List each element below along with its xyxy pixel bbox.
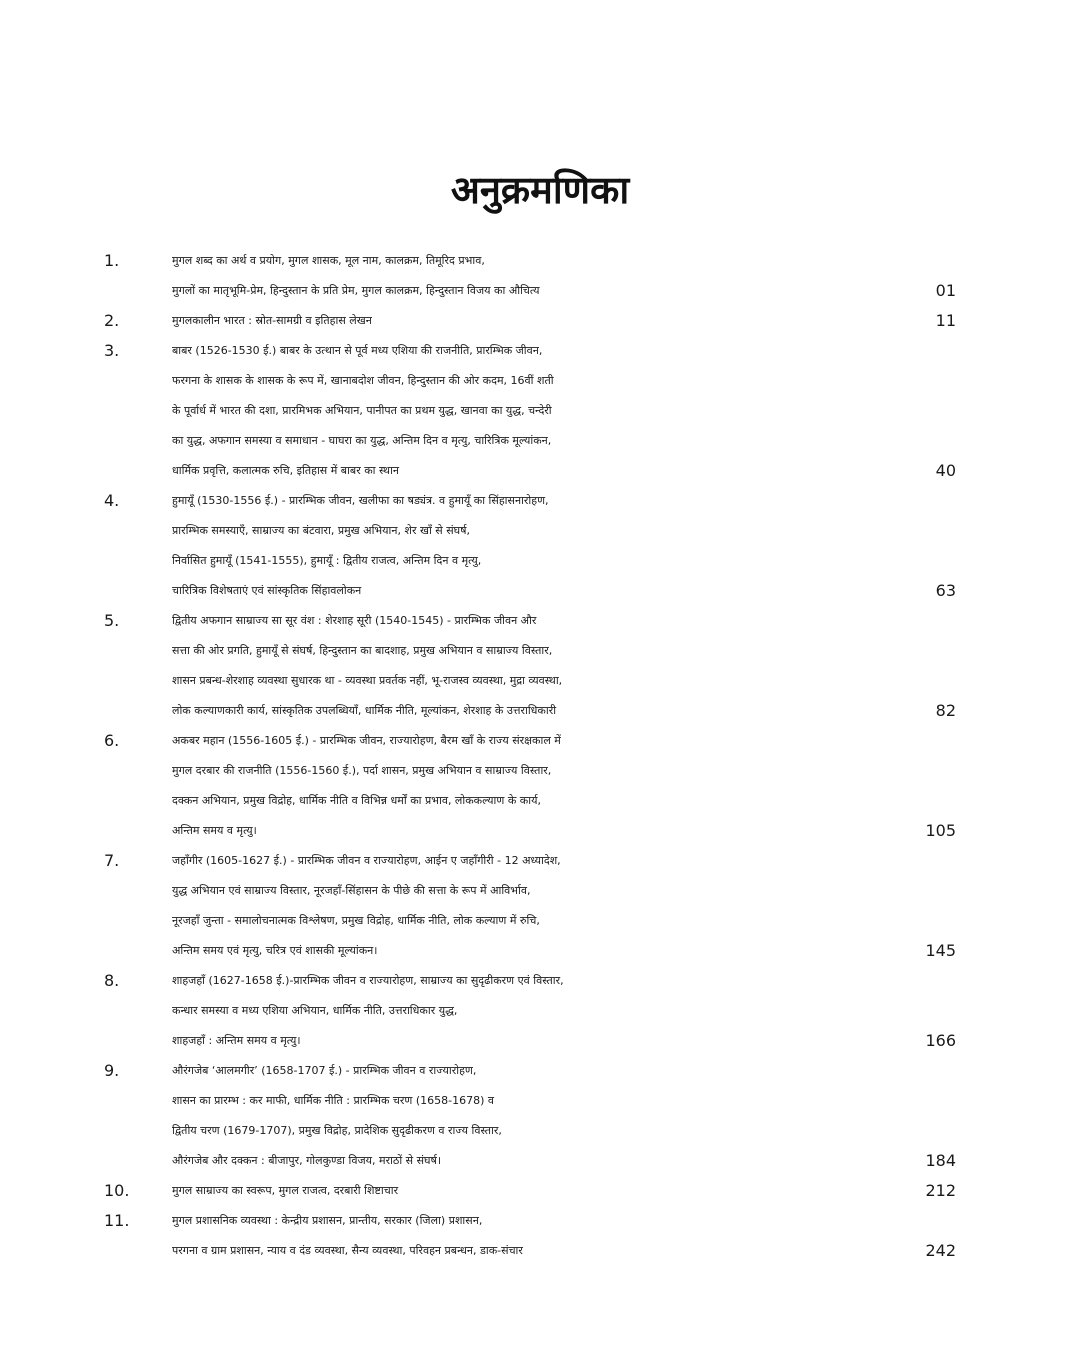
toc-entry-number: 10. bbox=[104, 1181, 130, 1200]
toc-entry-page-number: 242 bbox=[925, 1241, 956, 1260]
page-title: अनुक्रमणिका bbox=[450, 168, 630, 212]
toc-entry-page-number: 145 bbox=[925, 941, 956, 960]
toc-entry-line: मुगल साम्राज्य का स्वरूप, मुगल राजत्व, दरबारी शिष्टाचार bbox=[172, 1184, 399, 1197]
toc-entry bbox=[0, 336, 1080, 486]
toc-entry-line: के पूर्वार्ध में भारत की दशा, प्रारमिभक अभियान, पानीपत का प्रथम युद्ध, खानवा का युद्ध, चन्देरी bbox=[172, 404, 552, 417]
toc-entry-text bbox=[172, 966, 892, 1056]
toc-entry-text bbox=[172, 1176, 892, 1206]
toc-entry bbox=[0, 846, 1080, 966]
toc-entry-line: अन्तिम समय एवं मृत्यु, चरित्र एवं शासकी मूल्यांकन। bbox=[172, 944, 378, 957]
toc-entry-text bbox=[172, 606, 892, 726]
toc-entry-line: मुगल दरबार की राजनीति (1556-1560 ई.), पर्दा शासन, प्रमुख अभियान व साम्राज्य विस्तार, bbox=[172, 764, 552, 777]
toc-entry-number: 4. bbox=[104, 491, 120, 510]
toc-entry-line: मुगलों का मातृभूमि-प्रेम, हिन्दुस्तान के प्रति प्रेम, मुगल कालक्रम, हिन्दुस्तान विजय का औचित्य bbox=[172, 284, 540, 297]
toc-entry bbox=[0, 1176, 1080, 1206]
toc-entry-line: लोक कल्याणकारी कार्य, सांस्कृतिक उपलब्धियाँ, धार्मिक नीति, मूल्यांकन, शेरशाह के उत्तराधिकारी bbox=[172, 704, 557, 717]
toc-entry-line: परगना व ग्राम प्रशासन, न्याय व दंड व्यवस्था, सैन्य व्यवस्था, परिवहन प्रबन्धन, डाक-संचार bbox=[172, 1244, 523, 1257]
toc-entry-line: जहाँगीर (1605-1627 ई.) - प्रारम्भिक जीवन व राज्यारोहण, आईन ए जहाँगीरी - 12 अध्यादेश, bbox=[172, 854, 561, 867]
toc-entry-line: युद्ध अभियान एवं साम्राज्य विस्तार, नूरजहाँ-सिंहासन के पीछे की सत्ता के रूप में आविर्भाव, bbox=[172, 884, 531, 897]
toc-entry-page-number: 01 bbox=[935, 281, 956, 300]
toc-entry bbox=[0, 486, 1080, 606]
toc-entry-line: दक्कन अभियान, प्रमुख विद्रोह, धार्मिक नीति व विभिन्न धर्मों का प्रभाव, लोककल्याण के कार्य, bbox=[172, 794, 541, 807]
toc-entry-line: फरगना के शासक के शासक के रूप में, खानाबदोश जीवन, हिन्दुस्तान की ओर कदम, 16वीं शती bbox=[172, 374, 554, 387]
toc-entry-line: द्वितीय अफगान साम्राज्य सा सूर वंश : शेरशाह सूरी (1540-1545) - प्रारम्भिक जीवन और bbox=[172, 614, 537, 627]
toc-entry-line: शासन का प्रारम्भ : कर माफी, धार्मिक नीति : प्रारम्भिक चरण (1658-1678) व bbox=[172, 1094, 494, 1107]
toc-entry-number: 8. bbox=[104, 971, 120, 990]
toc-entry-number: 11. bbox=[104, 1211, 130, 1230]
toc-entry-number: 9. bbox=[104, 1061, 120, 1080]
toc-entry-page-number: 63 bbox=[935, 581, 956, 600]
toc-entry-text bbox=[172, 306, 892, 336]
toc-entry-page-number: 166 bbox=[925, 1031, 956, 1050]
toc-entry-line: का युद्ध, अफगान समस्या व समाधान - घाघरा का युद्ध, अन्तिम दिन व मृत्यु, चारित्रिक मूल्यांकन, bbox=[172, 434, 552, 447]
toc-entry-line: हुमायूँ (1530-1556 ई.) - प्रारम्भिक जीवन, खलीफा का षड्यंत्र. व हुमायूँ का सिंहासनारोहण, bbox=[172, 494, 549, 507]
toc-entry-line: नूरजहाँ जुन्ता - समालोचनात्मक विश्लेषण, प्रमुख विद्रोह, धार्मिक नीति, लोक कल्याण में रुचि, bbox=[172, 914, 540, 927]
toc-entry-line: प्रारम्भिक समस्याएँ, साम्राज्य का बंटवारा, प्रमुख अभियान, शेर खाँ से संघर्ष, bbox=[172, 524, 471, 537]
toc-entry-text bbox=[172, 1206, 892, 1266]
toc-entry bbox=[0, 246, 1080, 306]
toc-entry bbox=[0, 1056, 1080, 1176]
toc-entry-text bbox=[172, 486, 892, 606]
toc-entry-line: निर्वासित हुमायूँ (1541-1555), हुमायूँ : द्वितीय राजत्व, अन्तिम दिन व मृत्यु, bbox=[172, 554, 482, 567]
toc-entry-line: मुगल शब्द का अर्थ व प्रयोग, मुगल शासक, मूल नाम, कालक्रम, तिमूरिद प्रभाव, bbox=[172, 254, 485, 267]
toc-entry-line: चारित्रिक विशेषताएं एवं सांस्कृतिक सिंहावलोकन bbox=[172, 584, 362, 597]
toc-entry-page-number: 184 bbox=[925, 1151, 956, 1170]
toc-entry-number: 7. bbox=[104, 851, 120, 870]
toc-entry-line: शाहजहाँ : अन्तिम समय व मृत्यु। bbox=[172, 1034, 301, 1047]
toc-entry-line: अन्तिम समय व मृत्यु। bbox=[172, 824, 257, 837]
table-of-contents bbox=[0, 246, 1080, 1266]
toc-entry-page-number: 82 bbox=[935, 701, 956, 720]
toc-entry-page-number: 40 bbox=[935, 461, 956, 480]
toc-entry-text bbox=[172, 336, 892, 486]
toc-entry-page-number: 11 bbox=[935, 311, 956, 330]
toc-entry-text bbox=[172, 846, 892, 966]
toc-entry-text bbox=[172, 1056, 892, 1176]
toc-entry-number: 2. bbox=[104, 311, 120, 330]
toc-entry-number: 1. bbox=[104, 251, 120, 270]
toc-entry-line: मुगलकालीन भारत : स्रोत-सामग्री व इतिहास लेखन bbox=[172, 314, 372, 327]
toc-entry bbox=[0, 966, 1080, 1056]
toc-entry-number: 5. bbox=[104, 611, 120, 630]
toc-entry-page-number: 212 bbox=[925, 1181, 956, 1200]
toc-entry-line: द्वितीय चरण (1679-1707), प्रमुख विद्रोह, प्रादेशिक सुदृढीकरण व राज्य विस्तार, bbox=[172, 1124, 502, 1137]
toc-entry-line: औरंगजेब ‘आलमगीर’ (1658-1707 ई.) - प्रारम्भिक जीवन व राज्यारोहण, bbox=[172, 1064, 477, 1077]
toc-entry-line: शासन प्रबन्ध-शेरशाह व्यवस्था सुधारक था - व्यवस्था प्रवर्तक नहीं, भू-राजस्व व्यवस्था, मुद्रा व्यवस्था, bbox=[172, 674, 563, 687]
toc-entry-number: 6. bbox=[104, 731, 120, 750]
toc-entry-line: बाबर (1526-1530 ई.) बाबर के उत्थान से पूर्व मध्य एशिया की राजनीति, प्रारम्भिक जीवन, bbox=[172, 344, 543, 357]
toc-entry-line: कन्धार समस्या व मध्य एशिया अभियान, धार्मिक नीति, उत्तराधिकार युद्ध, bbox=[172, 1004, 458, 1017]
toc-entry-line: अकबर महान (1556-1605 ई.) - प्रारम्भिक जीवन, राज्यारोहण, बैरम खाँ के राज्य संरक्षकाल में bbox=[172, 734, 561, 747]
toc-entry bbox=[0, 1206, 1080, 1266]
toc-entry-line: धार्मिक प्रवृत्ति, कलात्मक रुचि, इतिहास में बाबर का स्थान bbox=[172, 464, 400, 477]
toc-entry-text bbox=[172, 246, 892, 306]
toc-entry-number: 3. bbox=[104, 341, 120, 360]
toc-entry-page-number: 105 bbox=[925, 821, 956, 840]
toc-entry-line: औरंगजेब और दक्कन : बीजापुर, गोलकुण्डा विजय, मराठों से संघर्ष। bbox=[172, 1154, 442, 1167]
toc-entry bbox=[0, 306, 1080, 336]
toc-entry bbox=[0, 726, 1080, 846]
toc-entry-line: शाहजहाँ (1627-1658 ई.)-प्रारम्भिक जीवन व राज्यारोहण, साम्राज्य का सुदृढीकरण एवं विस्तार, bbox=[172, 974, 564, 987]
toc-entry-line: सत्ता की ओर प्रगति, हुमायूँ से संघर्ष, हिन्दुस्तान का बादशाह, प्रमुख अभियान व साम्राज्य विस्तार, bbox=[172, 644, 553, 657]
toc-entry-text bbox=[172, 726, 892, 846]
toc-entry-line: मुगल प्रशासनिक व्यवस्था : केन्द्रीय प्रशासन, प्रान्तीय, सरकार (जिला) प्रशासन, bbox=[172, 1214, 483, 1227]
toc-entry bbox=[0, 606, 1080, 726]
